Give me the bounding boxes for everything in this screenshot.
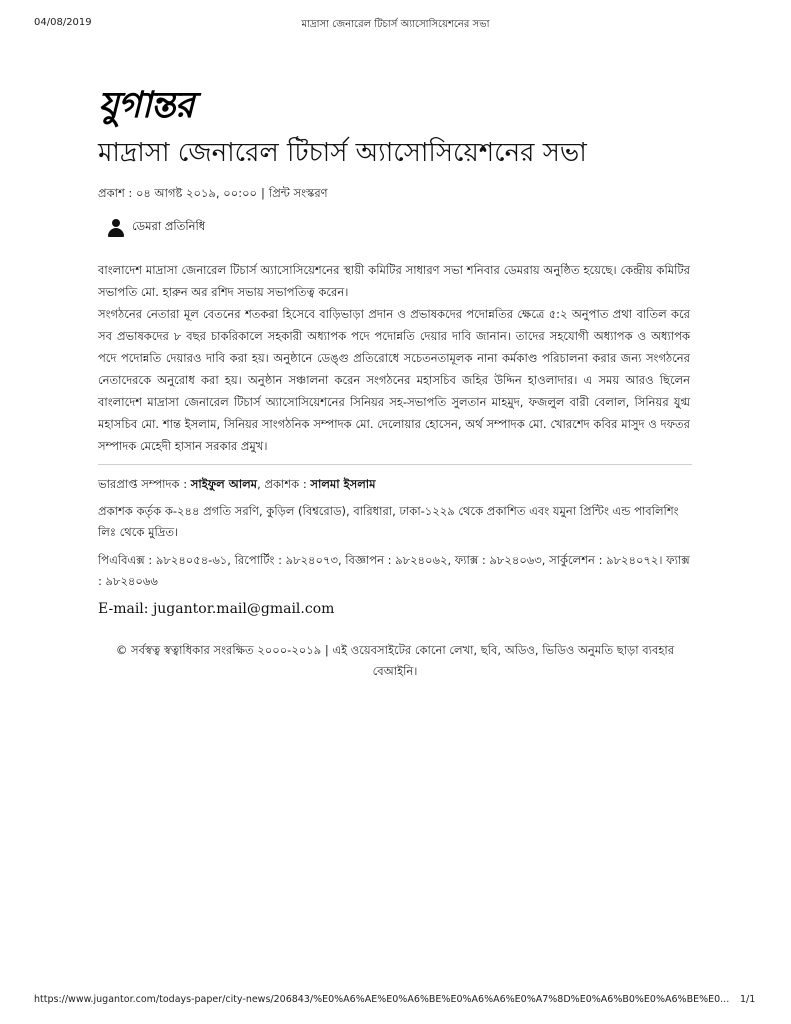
print-page-number: 1/1: [740, 994, 756, 1005]
contact-phones: পিএবিএক্স : ৯৮২৪০৫৪-৬১, রিপোর্টিং : ৯৮২৪০৭৩, বিজ্ঞাপন : ৯৮২৪০৬২, ফ্যাক্স : ৯৮২৪০৬৩, সার্কুলেশন : ৯৮২৪০৭২। ফ্যাক্স : ৯৮২৪০৬৬: [98, 553, 690, 588]
print-header-title: মাদ্রাসা জেনারেল টিচার্স অ্যাসোসিয়েশনের সভা: [301, 19, 490, 30]
edition-label: প্রিন্ট সংস্করণ: [268, 186, 328, 200]
reporter-byline: [108, 218, 205, 237]
meta-separator: |: [261, 186, 265, 200]
user-icon: [108, 219, 124, 237]
article-paragraph-2: সংগঠনের নেতারা মূল বেতনের শতকরা হিসেবে বাড়িভাড়া প্রদান ও প্রভাষকদের পদোন্নতির ক্ষেত্রে ৫:২ অনুপাত প্রথা বাতিল করে সব প্রভাষকদের ৮ বছর চাকরিকালে সহকারী অধ্যাপক পদে পদোন্নতি দেয়ার দাবি জানান। তাদের সহযোগী অধ্যাপক ও অধ্যাপক পদে পদোন্নতি দেয়ারও দাবি করা হয়। অনুষ্ঠানে ডেঙ্গু প্রতিরোধে সচেতনতামূলক নানা কর্মকাণ্ড পরিচালনা করার জন্য সংগঠনের নেতাদেরকে অনুরোধ করা হয়। অনুষ্ঠান সঞ্চালনা করেন সংগঠনের মহাসচিব জহির উদ্দিন হাওলাদার। এ সময় আরও ছিলেন বাংলাদেশ মাদ্রাসা জেনারেল টিচার্স অ্যাসোসিয়েশনের সিনিয়র সহ-সভাপতি সুলতান মাহমুদ, ফজলুল বারী বেলাল, সিনিয়র যুগ্ম মহাসচিব মো. শান্ত ইসলাম, সিনিয়র সাংগঠনিক সম্পাদক মো. দেলোয়ার হোসেন, অর্থ সম্পাদক মো. খোরশেদ কবির মাসুদ ও দফতর সম্পাদক মেহেদী হাসান সরকার প্রমুখ।: [98, 307, 690, 453]
editor-label: ভারপ্রাপ্ত সম্পাদক :: [98, 477, 188, 491]
print-date: 04/08/2019: [34, 17, 92, 28]
article-paragraph-1: বাংলাদেশ মাদ্রাসা জেনারেল টিচার্স অ্যাসোসিয়েশনের স্থায়ী কমিটির সাধারণ সভা শনিবার ডেমরায় অনুষ্ঠিত হয়েছে। কেন্দ্রীয় কমিটির সভাপতি মো. হারুন অর রশিদ সভায় সভাপতিত্ব করেন।: [98, 263, 690, 299]
publisher-label: প্রকাশক :: [264, 477, 307, 491]
published-date: প্রকাশ : ০৪ আগষ্ট ২০১৯, ০০:০০: [98, 186, 258, 200]
reporter-name: ডেমরা প্রতিনিধি: [132, 219, 206, 233]
article-meta: [98, 185, 328, 204]
publisher-address: প্রকাশক কর্তৃক ক-২৪৪ প্রগতি সরণি, কুড়িল (বিশ্বরোড), বারিধারা, ঢাকা-১২২৯ থেকে প্রকাশিত এবং যমুনা প্রিন্টিং এন্ড পাবলিশিং লিঃ থেকে মুদ্রিত।: [98, 504, 679, 539]
copyright-notice: © সর্বস্বত্ব স্বত্বাধিকার সংরক্ষিত ২০০০-২০১৯ | এই ওয়েবসাইটের কোনো লেখা, ছবি, অডিও, ভিডিও অনুমতি ছাড়া ব্যবহার বেআইনি।: [115, 643, 675, 678]
section-divider: [98, 464, 692, 465]
jugantor-logo[interactable]: যুগান্তর: [98, 84, 194, 126]
publisher-name: সালমা ইসলাম: [310, 477, 376, 491]
contact-email[interactable]: E-mail: jugantor.mail@gmail.com: [98, 601, 335, 617]
print-footer-url: https://www.jugantor.com/todays-paper/city-news/206843/%E0%A6%AE%E0%A6%BE%E0%A6%A6%E0%A7%8D%E0%A6%B0%E0%A6%BE%E0...: [34, 994, 730, 1005]
editor-publisher-line: ভারপ্রাপ্ত সম্পাদক : সাইফুল আলম, প্রকাশক : সালমা ইসলাম: [98, 477, 376, 491]
article-headline: মাদ্রাসা জেনারেল টিচার্স অ্যাসোসিয়েশনের সভা: [98, 138, 587, 168]
editor-name: সাইফুল আলম: [190, 477, 258, 491]
